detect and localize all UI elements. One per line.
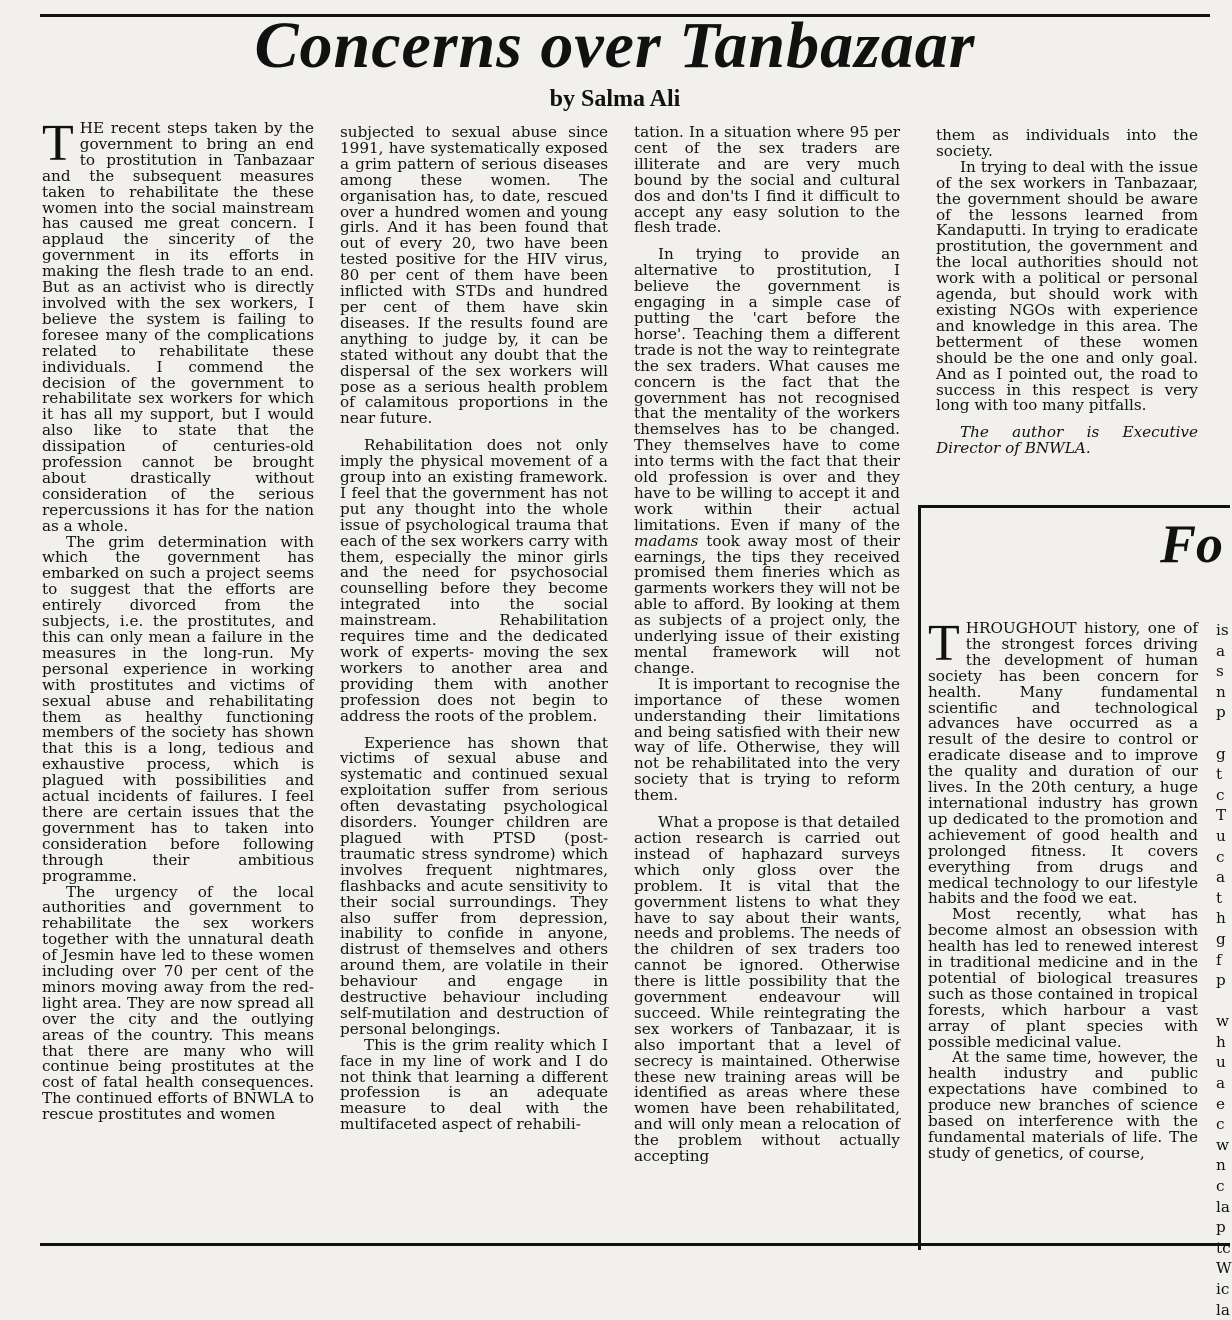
clipped-line-fragment: f: [1216, 950, 1222, 969]
clipped-line-fragment: is: [1216, 621, 1229, 639]
headline: Concerns over Tanbazaar: [254, 9, 976, 82]
paragraph: In trying to deal with the issue of the sex workers in Tanbazaar, the government should be aware of the lessons learned from Kandaputti. In trying to eradicate prostitution, the government and the local authorities should not work with a political or personal agenda, but should work with existing NGOs with experience and knowledge in this area. The betterment of these women should be the one and only goal. And as I pointed out, the road to success in this respect is very long with too many pitfalls.: [936, 157, 1198, 415]
bottom-rule: [40, 1243, 1230, 1246]
author-note: The author is Executive Director of BNWLA.: [936, 423, 1198, 458]
paragraph: This is the grim reality which I face in my line of work and I do not think that learning a different profession is an adequate measure to deal with the multifaceted aspect of rehabili-: [340, 1035, 608, 1134]
emphasis-text: madams: [634, 531, 699, 550]
paragraph: Experience has shown that victims of sexual abuse and systematic and continued sexual exploitation suffer from serious often devastating psychological disorders. Younger children are plagued with PTSD (post-traumatic stress syndrome) which involves frequent nightmares, flashbacks and acute sensitivity to their social surroundings. They also suffer from depression, inability to confide in anyone, distrust of themselves and others around them, are volatile in their behaviour and engage in destructive behaviour including self-mutilation and destruction of personal belongings.: [340, 733, 608, 1038]
paragraph: The urgency of the local authorities and government to rehabilitate the sex workers together with the unnatural death of Jesmin have led to these women including over 70 per cent of the minors moving away from the red-light area. They are now spread all over the city and the outlying areas of the country. This means that there are many who will continue being prostitutes at the cost of fatal health consequences. The continued efforts of BNWLA to rescue prostitutes and women: [42, 882, 314, 1124]
paragraph-text: In trying to provide an alternative to prostitution, I believe the government is engaging in a simple case of putting the 'cart before the horse'. Teaching them a different trade is not the way to reintegrate the sex traders. What causes me concern is the fact that the government has not recognised that the mentality of the workers themselves has to be changed. They themselves have to come into terms with the fact that their old profession is over and they have to be willing to accept it and work within their actual limitations. Even if many of the: [634, 245, 900, 534]
clipped-line-fragment: e: [1216, 1094, 1225, 1113]
clipped-line-fragment: p: [1216, 703, 1226, 722]
article-column-4: [936, 128, 1198, 498]
clipped-line-fragment: h: [1216, 1032, 1226, 1051]
clipped-line-fragment: a: [1216, 868, 1226, 887]
clipped-line-fragment: ic: [1216, 1280, 1230, 1298]
drop-cap: T: [928, 615, 960, 672]
paragraph: Rehabilitation does not only imply the physical movement of a group into an existing framework. I feel that the government has not put any thought into the whole issue of psychological trauma that each of the sex workers carry with them, especially the minor girls and the need for psychosocial counselling before they become integrated into the social mainstream. Rehabilitation requires time and the dedicated work of experts- moving the sex workers to another area and providing them with another profession does not begin to address the roots of the problem.: [340, 436, 608, 725]
clipped-line-fragment: p: [1216, 971, 1226, 990]
clipped-line-fragment: t: [1216, 765, 1223, 784]
paragraph: subjected to sexual abuse since 1991, have systematically exposed a grim pattern of serious diseases among these women. The organisation has, to date, rescued over a hundred women and young girls. And it has been found that out of every 20, two have been tested positive for the HIV virus, 80 per cent of them have been inflicted with STDs and hundred per cent of them have skin diseases. If the results found are anything to judge by, it can be stated without any doubt that the dispersal of the sex workers will pose as a serious health problem of calamitous proportions in the near future.: [340, 123, 608, 428]
byline: by Salma Ali: [549, 86, 681, 112]
paragraph: tation. In a situation where 95 per cent of the sex traders are illiterate and are very much bound by the social and cultural dos and don'ts I find it difficult to accept any easy solution to the flesh trade.: [634, 123, 900, 237]
clipped-line-fragment: c: [1216, 1177, 1225, 1196]
clipped-line-fragment: W: [1216, 1259, 1232, 1278]
paragraph-text: HE recent steps taken by the government to bring an end to prostitution in Tanbazaar and the subsequent measures taken to rehabilitate the these women into the social mainstream has caused me great concern. I applaud the sincerity of the government in its efforts in making the flesh trade to an end. But as an activist who is directly involved with the sex workers, I believe the system is failing to foresee many of the complications related to rehabilitate these individuals. I commend the decision of the government to rehabilitate sex workers for which it has all my support, but I would also like to state that the dissipation of centuries-old profession cannot be brought about drastically without consideration of the serious repercussions it has for the nation as a whole.: [42, 119, 314, 535]
clipped-line-fragment: [1216, 723, 1230, 744]
clipped-line-fragment: la: [1216, 1197, 1230, 1216]
clipped-next-column: [1216, 620, 1230, 1320]
paragraph: The grim determination with which the government has embarked on such a project seems to suggest that the efforts are entirely divorced from the subjects, i.e. the prostitutes, and this can only mean a failure in the measures in the long-run. My personal experience in working with prostitutes and victims of sexual abuse and rehabilitating them as healthy functioning members of the society has shown that this is a long, tedious and exhaustive process, which is plagued with possibilities and actual incidents of failures. I feel there are certain issues that the government has to taken into consideration before following through their ambitious programme.: [42, 532, 314, 885]
box-rule-top: [918, 505, 1230, 508]
clipped-line-fragment: n: [1216, 1156, 1226, 1175]
paragraph: [928, 615, 1198, 908]
clipped-line-fragment: u: [1216, 826, 1226, 845]
clipped-line-fragment: t: [1216, 888, 1223, 907]
paragraph: [634, 247, 900, 676]
drop-cap: T: [42, 115, 74, 172]
paragraph: It is important to recognise the importance of these women understanding their limitations and being satisfied with their new way of life. Otherwise, they will not be rehabilitated into the very society that is trying to reform them.: [634, 674, 900, 805]
paragraph-text: HROUGHOUT history, one of the strongest forces driving the development of human society has been concern for health. Many fundamental scientific and technological advances have occurred as a result of the desire to control or eradicate disease and to improve the quality and duration of our lives. In the 20th century, a huge international industry has grown up dedicated to the promotion and achievement of good health and prolonged fitness. It covers everything from drugs and medical technology to our lifestyle habits and the food we eat.: [928, 619, 1198, 908]
clipped-line-fragment: c: [1216, 1115, 1225, 1134]
clipped-line-fragment: c: [1216, 847, 1225, 866]
second-article-headline: Fo: [1160, 514, 1224, 574]
second-article-column: [928, 615, 1198, 1241]
paragraph: Most recently, what has become almost an obsession with health has led to renewed interest in traditional medicine and in the potential of biological treasures such as those contained in tropical forests, which harbour a vast array of plant species with possible medicinal value.: [928, 905, 1198, 1051]
clipped-line-fragment: g: [1216, 929, 1226, 948]
clipped-line-fragment: s: [1216, 662, 1224, 681]
box-rule-left: [918, 505, 921, 1250]
clipped-line-fragment: n: [1216, 682, 1226, 701]
clipped-line-fragment: w: [1216, 1135, 1229, 1154]
clipped-line-fragment: h: [1216, 909, 1226, 928]
paragraph: What a propose is that detailed action research is carried out instead of haphazard surveys which only gloss over the problem. It is vital that the government listens to what they have to say about their wants, needs and problems. The needs of the children of sex traders too cannot be ignored. Otherwise there is little possibility that the government endeavour will succeed. While reintegrating the sex workers of Tanbazaar, it is also important that a level of secrecy is maintained. Otherwise these new training areas will be identified as areas where these women have been rehabilitated, and will only mean a relocation of the problem without actually accepting: [634, 813, 900, 1166]
clipped-line-fragment: w: [1216, 1012, 1229, 1031]
article-column-1: [42, 115, 314, 1236]
article-column-2: [340, 125, 608, 1235]
clipped-line-fragment: p: [1216, 1218, 1226, 1237]
clipped-line-fragment: u: [1216, 1053, 1226, 1072]
clipped-line-fragment: la: [1216, 1300, 1230, 1319]
clipped-line-fragment: a: [1216, 641, 1226, 660]
article-column-3: [634, 125, 900, 1240]
clipped-line-fragment: c: [1216, 785, 1225, 804]
clipped-line-fragment: tc: [1216, 1238, 1231, 1257]
clipped-line-fragment: g: [1216, 744, 1226, 763]
clipped-line-fragment: [1216, 991, 1230, 1012]
clipped-line-fragment: T: [1216, 806, 1227, 825]
paragraph: them as individuals into the society.: [936, 126, 1198, 160]
paragraph: At the same time, however, the health industry and public expectations have combined to produce new branches of science based on interference with the fundamental materials of life. The study of genetics, of course,: [928, 1048, 1198, 1162]
paragraph-text: took away most of their earnings, the tips they received promised them fineries which as garments workers they will not be able to afford. By looking at them as subjects of a project only, the underlying issue of their existing mental framework will not change.: [634, 531, 900, 677]
clipped-line-fragment: a: [1216, 1074, 1226, 1093]
paragraph: [42, 115, 314, 535]
